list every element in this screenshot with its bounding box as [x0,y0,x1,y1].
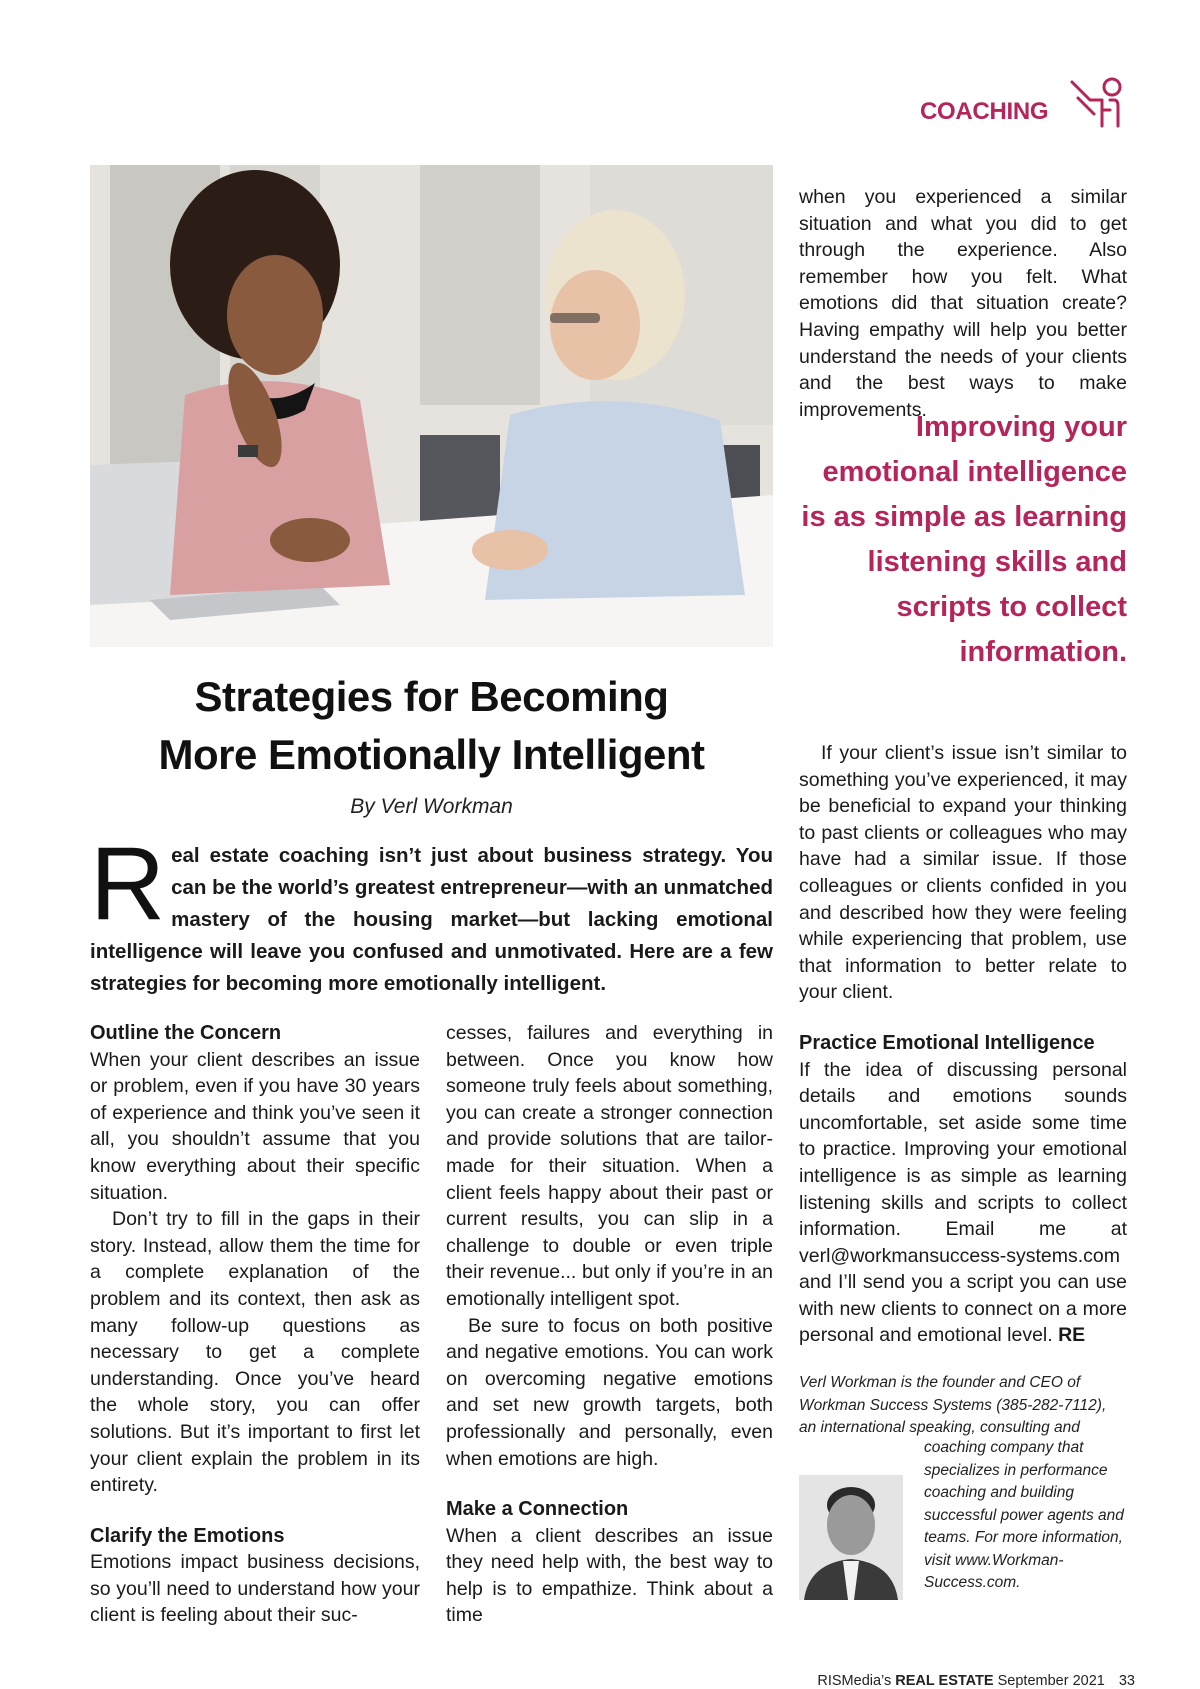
author-headshot-photo [799,1475,903,1600]
footer-publication: REAL ESTATE [895,1673,994,1689]
column-right-top [799,184,1127,423]
author-bio-lead: Verl Workman is the founder and CEO of Workman Success Systems (385-282-7112), an international speaking, consulting and [799,1374,1107,1436]
clarify-paragraph-1-part-b: cesses, failures and everything in between. Once you know how someone truly feels about something, you can create a stronger connection and provide solutions that are tailor-made for their situation. When a client feels happy about their past or current results, you can slip in a challenge to double or even triple their revenue... but only if you’re in an emotionally intelligent spot. [446,1022,773,1310]
heading-practice-emotional-intelligence: Practice Emotional Intelligence [799,1031,1095,1054]
footer-issue: September 2021 [997,1673,1105,1689]
section-tag [890,76,1140,136]
outline-paragraph-1: When your client describes an issue or problem, even if you have 30 years of experience and think you’ve seen it all, you shouldn’t assume that you know everything about their specific situation. [90,1048,420,1204]
clarify-paragraph-2: Be sure to focus on both positive and negative emotions. You can work on overcoming negative emotions and set new growth targets, both professionally and personally, even when emotions are high. [446,1314,773,1470]
heading-clarify-the-emotions: Clarify the Emotions [90,1524,285,1547]
column-middle [446,1020,773,1629]
coach-pointing-icon [1068,76,1130,138]
article-title [90,668,773,784]
page-footer [817,1673,1135,1689]
connection-paragraph-1-part-b: when you experienced a similar situation and what you did to get through the experience. Also remember how you felt. What emotions did that situation create? Having empathy will help you better understand the needs of your clients and the best ways to make improvements. [799,186,1127,421]
outline-paragraph-2: Don’t try to fill in the gaps in their story. Instead, allow them the time for a complete explanation of the problem and its context, then ask as many follow-up questions as necessary to get a complete understanding. Once you’ve heard the whole story, you can offer solutions. But it’s important to first let your client explain the problem in its entirety. [90,1208,420,1497]
footer-publisher: RISMedia’s [817,1673,892,1689]
practice-paragraph [799,1057,1127,1350]
clarify-paragraph-1-part-a: Emotions impact business decisions, so you’ll need to understand how your client is feeling about their suc- [90,1551,420,1627]
two-women-conversation-photo [90,165,773,647]
practice-paragraph-text: If the idea of discussing personal details and emotions sounds uncomfortable, set aside some time to practice. Improving your emotional intelligence is as simple as learning listening skills and scripts to collect information. Email me at verl@workmansuccess-systems.com and I’ll send you a script you can use with new clients to connect on a more personal and emotional level. [799,1058,1127,1347]
article-title-line-2: More Emotionally Intelligent [158,731,705,778]
column-right-bottom [799,740,1127,1349]
section-tag-label: COACHING [920,98,1049,125]
pull-quote: Improving your emotional intelligence is as simple as learning listening skills and scripts to collect information. [801,411,1127,668]
article-byline: By Verl Workman [350,795,513,818]
author-bio-rest: coaching company that specializes in performance coaching and building successful power agents and teams. For more information, visit www.Workman-Success.com. [924,1439,1124,1591]
similar-paragraph: If your client’s issue isn’t similar to something you’ve experienced, it may be beneficial to expand your thinking to past clients or colleagues who may have had a similar issue. If those colleagues or clients confided in you and described how they were feeling while experiencing that problem, use that information to better relate to your client. [799,742,1127,1004]
connection-paragraph-1-part-a: When a client describes an issue they need help with, the best way to help is to empathize. Think about a time [446,1524,773,1627]
article-title-line-1: Strategies for Becoming [194,673,669,720]
drop-cap: R [90,826,166,942]
end-mark: RE [1058,1324,1086,1347]
heading-make-a-connection: Make a Connection [446,1498,629,1521]
article-lede [90,826,773,1000]
lede-text: eal estate coaching isn’t just about business strategy. You can be the world’s greatest entrepreneur—with an unmatched mastery of the housing market—but lacking emotional intelligence will leave you confused and unmotivated. Here are a few strategies for becoming more emotionally intelligent. [90,844,773,995]
page-number: 33 [1118,1673,1135,1689]
heading-outline-the-concern: Outline the Concern [90,1022,282,1044]
column-left [90,1020,420,1629]
